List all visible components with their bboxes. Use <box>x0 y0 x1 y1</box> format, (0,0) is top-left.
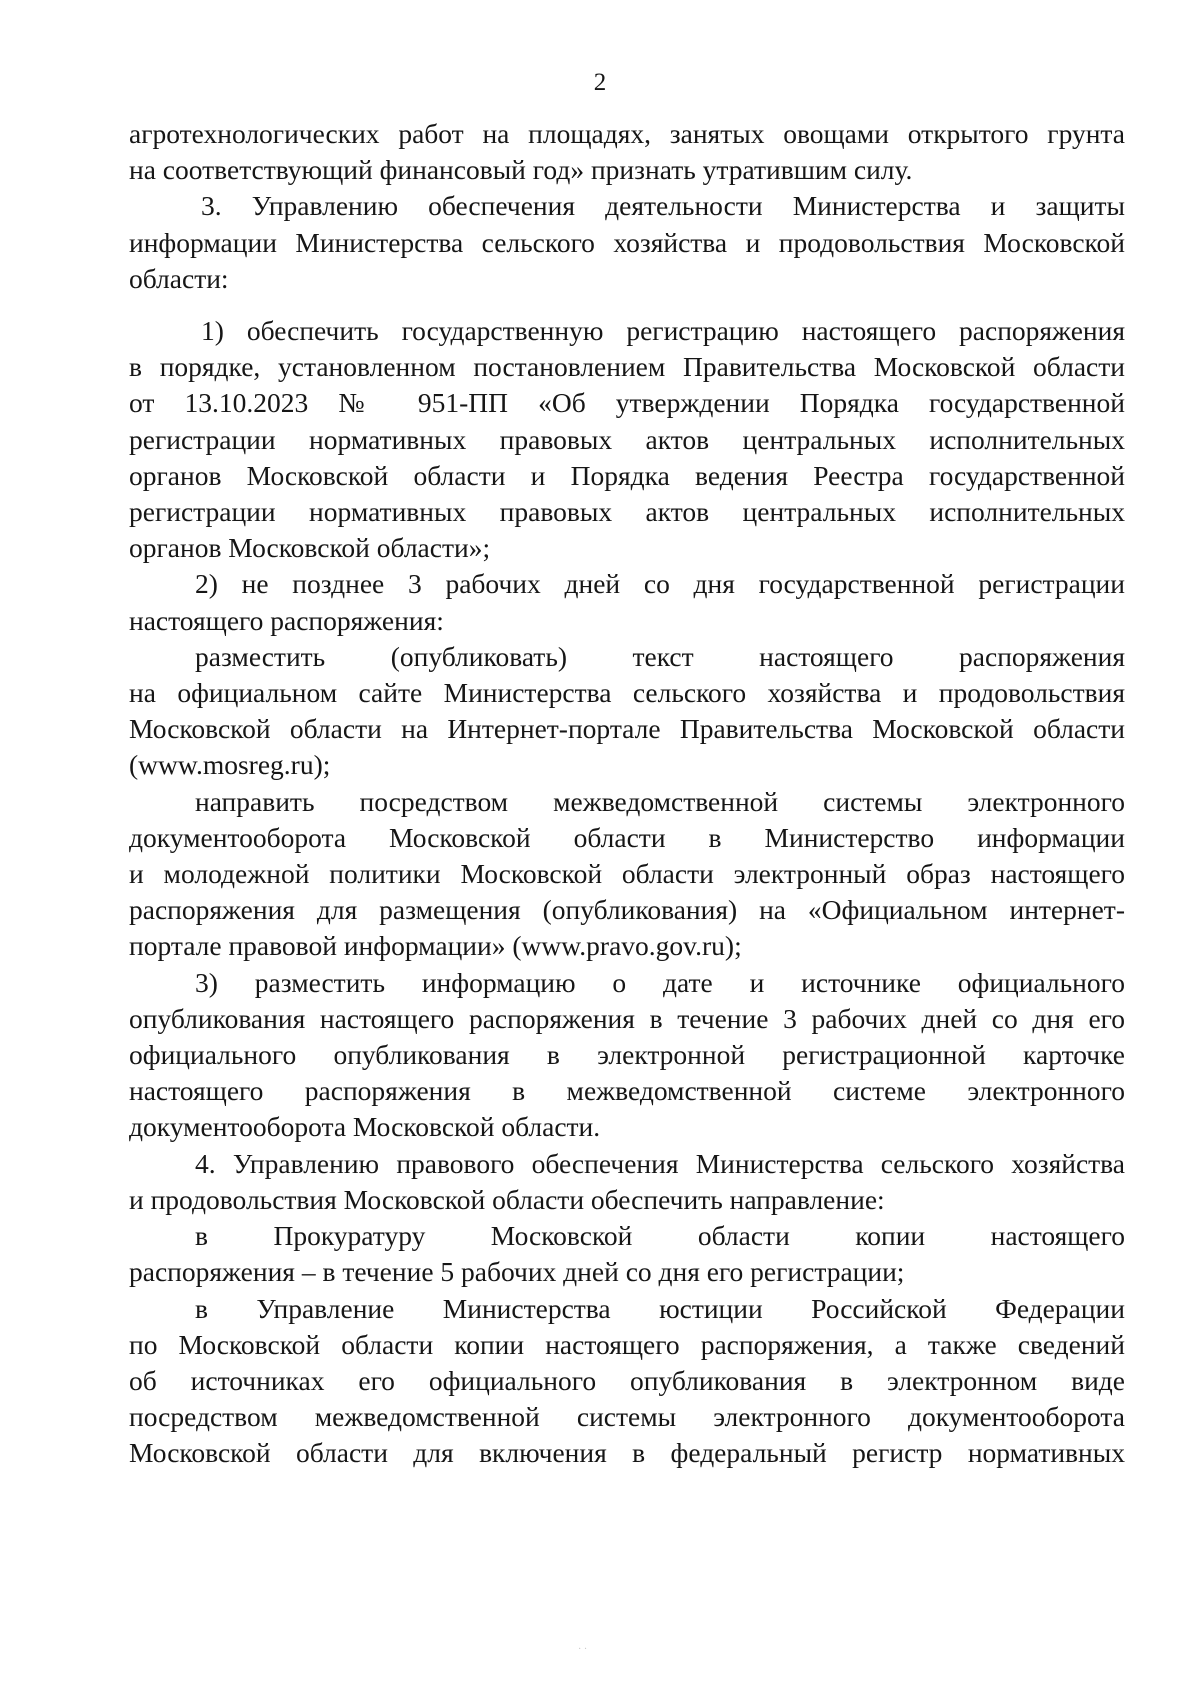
text-line: регистрации нормативных правовых актов центральных исполнительных <box>129 496 1125 528</box>
text-line: документооборота Московской области. <box>129 1111 601 1143</box>
text-line: на официальном сайте Министерства сельского хозяйства и продовольствия <box>129 677 1125 709</box>
text-line: посредством межведомственной системы электронного документооборота <box>129 1401 1125 1433</box>
text-line: официального опубликования в электронной регистрационной карточке <box>129 1039 1125 1071</box>
text-line: 3. Управлению обеспечения деятельности Министерства и защиты <box>201 190 1125 222</box>
text-line: от 13.10.2023 № 951-ПП «Об утверждении Порядка государственной <box>129 387 1125 419</box>
text-line: портале правовой информации» (www.pravo.gov.ru); <box>129 930 742 962</box>
text-line: 4. Управлению правового обеспечения Министерства сельского хозяйства <box>195 1147 1125 1179</box>
paragraph-item-3 <box>129 188 1125 297</box>
text-line: распоряжения для размещения (опубликования) на «Официальном интернет- <box>129 894 1125 926</box>
document-body <box>129 116 1125 1472</box>
text-line: настоящего распоряжения: <box>129 604 444 636</box>
text-line: в Управление Министерства юстиции Российской Федерации <box>195 1292 1125 1324</box>
paragraph-item-3-2-publish <box>129 639 1125 784</box>
text-line: 3) разместить информацию о дате и источнике официального <box>195 966 1125 998</box>
text-line: агротехнологических работ на площадях, занятых овощами открытого грунта <box>129 118 1125 149</box>
text-line: опубликования настоящего распоряжения в течение 3 рабочих дней со дня его <box>129 1002 1125 1034</box>
paragraph-item-3-3 <box>129 965 1125 1146</box>
text-line: органов Московской области и Порядка ведения Реестра государственной <box>129 459 1125 491</box>
text-line: Московской области на Интернет-портале Правительства Московской области <box>129 713 1125 745</box>
text-line: на соответствующий финансовый год» признать утратившим силу. <box>129 154 913 186</box>
text-line: (www.mosreg.ru); <box>129 749 331 781</box>
scan-artifact: · · <box>578 1644 588 1655</box>
text-line: Московской области для включения в федеральный регистр нормативных <box>129 1437 1125 1469</box>
text-line: информации Министерства сельского хозяйства и продовольствия Московской <box>129 226 1125 258</box>
text-line: органов Московской области»; <box>129 532 491 564</box>
page-number: 2 <box>593 69 607 96</box>
text-line: распоряжения – в течение 5 рабочих дней со дня его регистрации; <box>129 1256 905 1288</box>
text-line: и продовольствия Московской области обеспечить направление: <box>129 1183 885 1215</box>
paragraph-item-3-2 <box>129 566 1125 638</box>
text-line: направить посредством межведомственной системы электронного <box>195 785 1125 817</box>
text-line: регистрации нормативных правовых актов центральных исполнительных <box>129 423 1125 455</box>
text-line: разместить (опубликовать) текст настоящего распоряжения <box>195 640 1125 672</box>
text-line: документооборота Московской области в Министерство информации <box>129 821 1125 853</box>
text-line: в Прокуратуру Московской области копии настоящего <box>195 1220 1125 1252</box>
text-line: области: <box>129 262 229 294</box>
paragraph-item-3-1 <box>129 313 1125 566</box>
text-line: 1) обеспечить государственную регистрацию настоящего распоряжения <box>201 315 1125 347</box>
paragraph-intro <box>129 116 1125 188</box>
paragraph-item-4-prosecutor <box>129 1218 1125 1290</box>
paragraph-item-4 <box>129 1146 1125 1218</box>
text-line: настоящего распоряжения в межведомственной системе электронного <box>129 1075 1125 1107</box>
paragraph-item-3-2-send <box>129 784 1125 965</box>
text-line: по Московской области копии настоящего распоряжения, а также сведений <box>129 1328 1125 1360</box>
text-line: в порядке, установленном постановлением Правительства Московской области <box>129 351 1125 383</box>
text-line: и молодежной политики Московской области электронный образ настоящего <box>129 858 1125 890</box>
paragraph-item-4-justice <box>129 1291 1125 1472</box>
text-line: 2) не позднее 3 рабочих дней со дня государственной регистрации <box>195 568 1125 600</box>
text-line: об источниках его официального опубликования в электронном виде <box>129 1364 1125 1396</box>
